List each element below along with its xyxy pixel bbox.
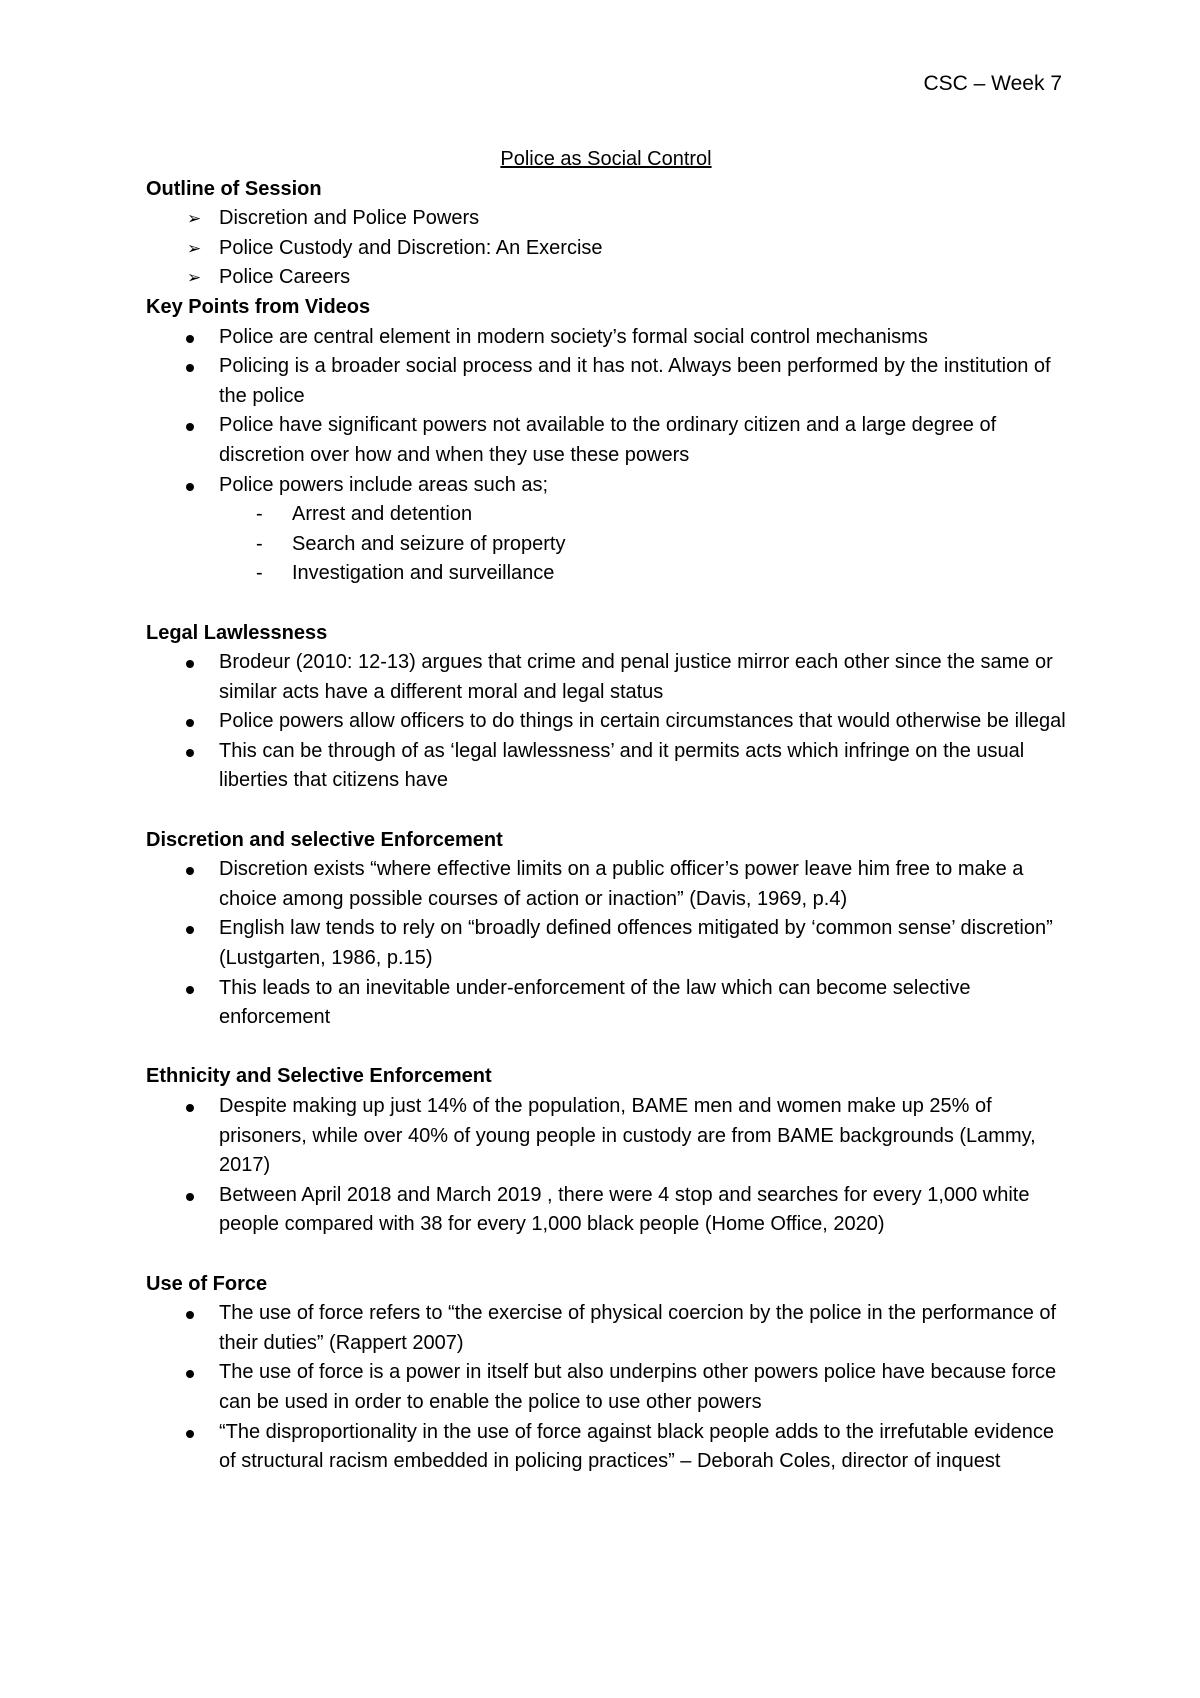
dash-bullet-icon: -	[256, 503, 263, 526]
bullet-dot-icon	[186, 364, 194, 372]
dash-bullet-icon: -	[256, 532, 263, 555]
list-item: ➢ Discretion and Police Powers	[146, 204, 1066, 234]
bullet-dot-icon	[186, 749, 194, 757]
list-item: ➢ Police Custody and Discretion: An Exercise	[146, 234, 1066, 264]
list-item: Brodeur (2010: 12-13) argues that crime and penal justice mirror each other since the same or similar acts have a different moral and legal status	[146, 648, 1066, 707]
legal-lawlessness-list	[146, 648, 1066, 796]
section-heading-outline: Outline of Session	[146, 177, 322, 200]
use-of-force-list	[146, 1299, 1066, 1477]
list-item: Police are central element in modern society’s formal social control mechanisms	[146, 323, 1066, 353]
bullet-dot-icon	[186, 423, 194, 431]
discretion-list	[146, 855, 1066, 1033]
outline-list	[146, 204, 1066, 293]
bullet-dot-icon	[186, 483, 194, 491]
list-item: The use of force is a power in itself but also underpins other powers police have because force can be used in order to enable the police to use other powers	[146, 1358, 1066, 1417]
bullet-dot-icon	[186, 1430, 194, 1438]
list-item: Policing is a broader social process and it has not. Always been performed by the institution of the police	[146, 352, 1066, 411]
list-item: - Search and seizure of property	[146, 530, 1066, 560]
list-item: - Investigation and surveillance	[146, 559, 1066, 589]
section-heading-ethnicity: Ethnicity and Selective Enforcement	[146, 1065, 492, 1088]
section-heading-key-points: Key Points from Videos	[146, 295, 371, 318]
dash-bullet-icon: -	[256, 562, 263, 585]
section-heading-use-of-force: Use of Force	[146, 1272, 268, 1295]
list-item: Despite making up just 14% of the population, BAME men and women make up 25% of prisoners, while over 40% of young people in custody are from BAME backgrounds (Lammy, 2017)	[146, 1092, 1066, 1181]
key-points-list	[146, 323, 1066, 501]
list-item: This leads to an inevitable under-enforcement of the law which can become selective enforcement	[146, 974, 1066, 1033]
bullet-dot-icon	[186, 867, 194, 875]
bullet-dot-icon	[186, 1311, 194, 1319]
list-item: Police powers include areas such as;	[146, 471, 1066, 501]
bullet-dot-icon	[186, 1370, 194, 1378]
document-title: Police as Social Control	[500, 148, 712, 170]
bullet-dot-icon	[186, 1104, 194, 1112]
course-week-header: CSC – Week 7	[923, 72, 1062, 95]
list-item: English law tends to rely on “broadly defined offences mitigated by ‘common sense’ discretion” (Lustgarten, 1986, p.15)	[146, 914, 1066, 973]
list-item: The use of force refers to “the exercise of physical coercion by the police in the performance of their duties” (Rappert 2007)	[146, 1299, 1066, 1358]
bullet-dot-icon	[186, 1193, 194, 1201]
arrowhead-bullet-icon: ➢	[187, 268, 202, 288]
document-body	[146, 145, 1066, 1477]
ethnicity-list	[146, 1092, 1066, 1240]
list-item: ➢ Police Careers	[146, 263, 1066, 293]
bullet-dot-icon	[186, 719, 194, 727]
list-item: This can be through of as ‘legal lawlessness’ and it permits acts which infringe on the usual liberties that citizens have	[146, 737, 1066, 796]
section-heading-legal-lawlessness: Legal Lawlessness	[146, 621, 328, 644]
bullet-dot-icon	[186, 986, 194, 994]
bullet-dot-icon	[186, 926, 194, 934]
section-heading-discretion: Discretion and selective Enforcement	[146, 828, 503, 851]
list-item: Discretion exists “where effective limits on a public officer’s power leave him free to make a choice among possible courses of action or inaction” (Davis, 1969, p.4)	[146, 855, 1066, 914]
list-item: Between April 2018 and March 2019 , there were 4 stop and searches for every 1,000 white people compared with 38 for every 1,000 black people (Home Office, 2020)	[146, 1181, 1066, 1240]
police-powers-sublist	[146, 500, 1066, 589]
list-item: “The disproportionality in the use of force against black people adds to the irrefutable evidence of structural racism embedded in policing practices” – Deborah Coles, director of inquest	[146, 1418, 1066, 1477]
bullet-dot-icon	[186, 335, 194, 343]
list-item: Police powers allow officers to do things in certain circumstances that would otherwise be illegal	[146, 707, 1066, 737]
list-item: Police have significant powers not available to the ordinary citizen and a large degree of discretion over how and when they use these powers	[146, 411, 1066, 470]
arrowhead-bullet-icon: ➢	[187, 238, 202, 258]
arrowhead-bullet-icon: ➢	[187, 209, 202, 229]
list-item: - Arrest and detention	[146, 500, 1066, 530]
bullet-dot-icon	[186, 660, 194, 668]
